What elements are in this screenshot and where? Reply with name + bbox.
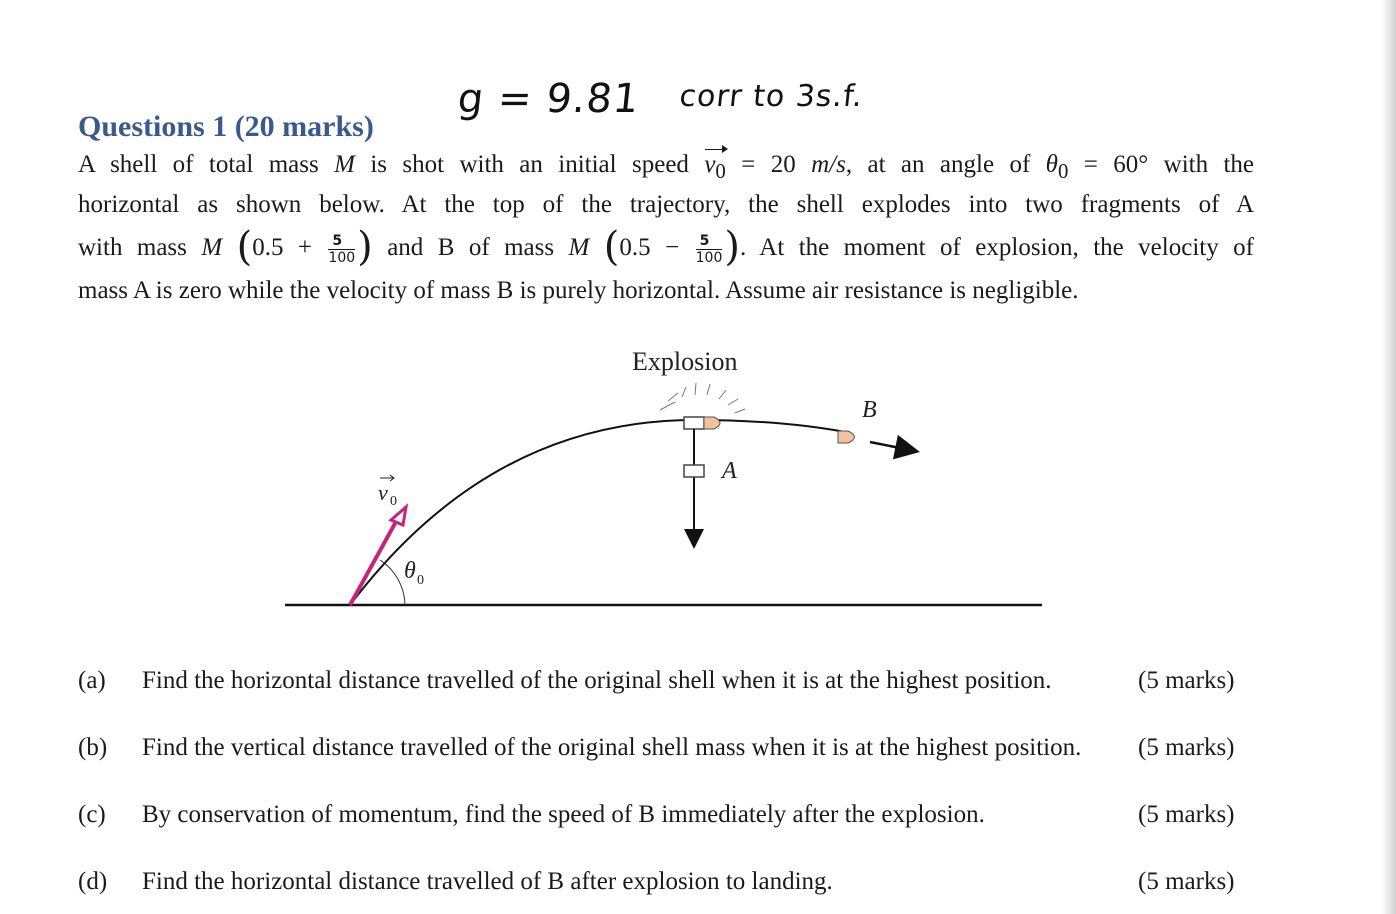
label-b: B — [862, 397, 877, 423]
handwritten-annotation — [456, 76, 866, 122]
svg-text:v: v — [378, 480, 388, 505]
fragment-a-at-explosion — [684, 417, 704, 429]
part-c-text: By conservation of momentum, find the speed of B immediately after the explosion. — [142, 801, 985, 828]
fraction-a: $\frac{5}{100}$ — [328, 232, 356, 266]
intro-line-3: with mass M (0.5 + $\frac{5}{100}$ ) and B of mass M (0.5 − $\frac{5}{100}$ ). At the moment of explosion, the velocity of — [78, 224, 1254, 271]
handwritten-g-value: g = 9.81 — [455, 76, 642, 122]
fragment-a — [684, 465, 704, 477]
svg-text:0: 0 — [417, 573, 424, 588]
label-v0 — [378, 475, 397, 509]
v0-arrow-head — [391, 507, 406, 525]
part-d-marks: (5 marks) — [1138, 868, 1235, 895]
v0-arrow — [350, 518, 398, 605]
part-d-label: (d) — [78, 868, 108, 895]
fraction-b: $\frac{5}{100}$ — [695, 232, 723, 266]
part-a-text: Find the horizontal distance travelled of the original shell when it is at the highest position. — [142, 667, 1052, 694]
svg-text:0: 0 — [390, 494, 397, 509]
svg-text:θ: θ — [404, 558, 416, 584]
v0-vector: $v_0$ — [704, 148, 726, 188]
intro-line-4: mass A is zero while the velocity of mass B is purely horizontal. Assume air resistance is negligible. — [78, 277, 1079, 304]
handwritten-note: corr to 3s.f. — [677, 79, 865, 114]
part-a-label: (a) — [78, 667, 106, 694]
part-b-text: Find the vertical distance travelled of the original shell mass when it is at the highest position. — [142, 734, 1082, 761]
label-theta — [404, 558, 424, 588]
fragment-b — [838, 431, 855, 443]
fragment-b-at-explosion — [704, 417, 720, 429]
question-intro — [78, 148, 1254, 308]
part-a-marks: (5 marks) — [1138, 667, 1235, 694]
angle-arc — [380, 560, 405, 605]
part-d-text: Find the horizontal distance travelled of B after explosion to landing. — [142, 868, 833, 895]
part-c-marks: (5 marks) — [1138, 801, 1235, 828]
question-title: Questions 1 (20 marks) — [78, 110, 374, 143]
intro-line-2: horizontal as shown below. At the top of the trajectory, the shell explodes into two fragments of A — [78, 191, 1254, 218]
part-c-label: (c) — [78, 801, 106, 828]
page-edge-shadow — [1382, 0, 1396, 914]
part-b-label: (b) — [78, 734, 108, 761]
fragment-b-velocity-arrow — [870, 442, 915, 451]
trajectory-diagram — [270, 335, 1060, 620]
explosion-burst-icon — [660, 383, 745, 413]
intro-line-1: A shell of total mass M is shot with an initial speed $v_0 = 20$ m/s, at an angle of $\theta_0 = 60^\circ$ with the — [78, 148, 1254, 188]
part-b-marks: (5 marks) — [1138, 734, 1235, 761]
explosion-label: Explosion — [632, 347, 738, 376]
trajectory-curve — [350, 420, 845, 605]
label-a: A — [722, 458, 737, 484]
